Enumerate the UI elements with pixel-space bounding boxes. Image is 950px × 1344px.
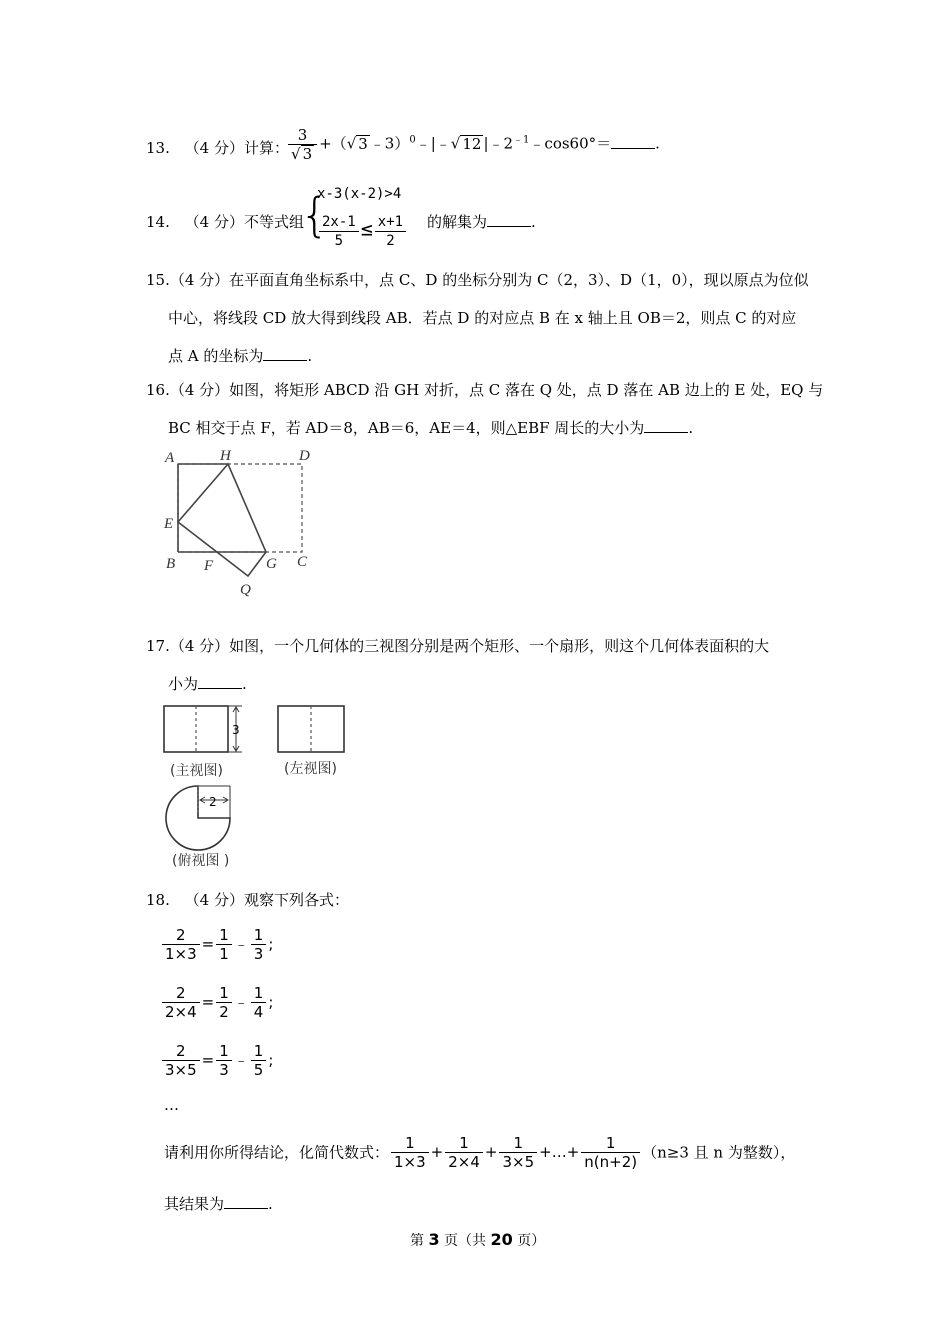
q17-top-view [160, 782, 244, 854]
q17-front-view [160, 700, 250, 760]
label-q: Q [240, 582, 251, 598]
label-g: G [266, 556, 277, 572]
label-h: H [220, 448, 231, 464]
q14-lead: （4 分）不等式组 [184, 213, 304, 231]
label-e: E [164, 516, 174, 532]
q18-ellipsis: … [164, 1096, 179, 1114]
question-13 [146, 138, 289, 158]
question-15-line-3: 点 A 的坐标为 . [168, 347, 313, 365]
label-f: F [204, 558, 214, 574]
question-17-line-1: 17.（4 分）如图，一个几何体的三视图分别是两个矩形、一个扇形，则这个几何体表面积的大 [146, 637, 770, 655]
question-18 [146, 890, 349, 910]
q13-expression: $\frac{3}{√ 3}$ +（√ 3 ﹣3）$^0$﹣|﹣√ 12 $|﹣2^{﹣1}﹣\cos 60^\circ=$ . [286, 126, 660, 172]
folded-quad-hegq [178, 464, 266, 576]
q18-lead: （4 分）观察下列各式： [184, 891, 349, 909]
q14-number: 14. [146, 213, 170, 231]
q18-answer-blank [224, 1194, 268, 1209]
label-b: B [166, 556, 176, 572]
rectangle-abcd-dashed [178, 464, 302, 552]
q14-inequality-1: x-3(x-2)>4 [317, 186, 402, 202]
page-footer: 第 3 页（共 20 页） [410, 1230, 546, 1249]
label-c: C [297, 554, 308, 570]
q14-brace: { [300, 188, 330, 242]
question-16-line-1: 16.（4 分）如图，将矩形 ABCD 沿 GH 对折，点 C 落在 Q 处，点 D 落在 AB 边上的 E 处，EQ 与 [146, 381, 824, 399]
q18-row-1: $\frac{2}{1\times 3}$ = $\frac{1}{1}$ ﹣ $\frac{1}{3}$ ; [160, 926, 273, 963]
q18-number: 18. [146, 891, 170, 909]
q16-answer-blank [644, 418, 688, 433]
question-14 [146, 212, 304, 232]
question-15-line-1: 15.（4 分）在平面直角坐标系中，点 C、D 的坐标分别为 C（2，3）、D（1，0），现以原点为位似 [146, 271, 809, 289]
q17-left-view [274, 700, 350, 760]
q13-number: 13. [146, 139, 170, 157]
q14-inequality-2: $\frac{2x-1}{5}$ ≤ $\frac{x+1}{2}$ [317, 213, 408, 250]
top-view-caption: (俯视图 ) [172, 853, 230, 869]
question-17-line-2: 小为 . [168, 675, 247, 693]
q14-tail: 的解集为 [427, 213, 488, 231]
q14-answer-blank [487, 212, 531, 227]
label-d: D [299, 448, 310, 464]
q16-figure [160, 444, 320, 600]
front-view-caption: (主视图) [170, 763, 223, 779]
q18-result: 其结果为 . [164, 1195, 273, 1213]
q17-answer-blank [198, 674, 242, 689]
page-number: 3 [428, 1230, 440, 1249]
label-a: A [165, 450, 175, 466]
left-view-caption: (左视图) [284, 761, 337, 777]
q18-row-3: $\frac{2}{3\times 5}$ = $\frac{1}{3}$ ﹣ $\frac{1}{5}$ ; [160, 1042, 273, 1079]
q18-prompt: 请利用你所得结论，化简代数式： $\frac{1}{1\times 3}$ + $\frac{1}{2\times 4}$ + $\frac{1}{3\times 5}$ +…+ $\frac{1}{n(n+2)}$ （n≥3 且 n 为整数）， [164, 1134, 796, 1171]
front-view-dimension: 3 [232, 723, 240, 737]
q13-fraction: $\frac{3}{√ 3}$ [288, 126, 317, 163]
q15-answer-blank [263, 346, 307, 361]
q18-row-2: $\frac{2}{2\times 4}$ = $\frac{1}{2}$ ﹣ $\frac{1}{4}$ ; [160, 984, 273, 1021]
page-total: 20 [490, 1230, 513, 1249]
question-15-line-2: 中心，将线段 CD 放大得到线段 AB．若点 D 的对应点 B 在 x 轴上且 OB＝2，则点 C 的对应 [168, 309, 797, 327]
q13-lead: （4 分）计算： [184, 139, 289, 157]
q13-answer-blank [611, 134, 655, 149]
top-view-dimension: 2 [209, 795, 217, 809]
question-16-line-2: BC 相交于点 F，若 AD＝8，AB＝6，AE＝4，则△EBF 周长的大小为 . [168, 419, 694, 437]
